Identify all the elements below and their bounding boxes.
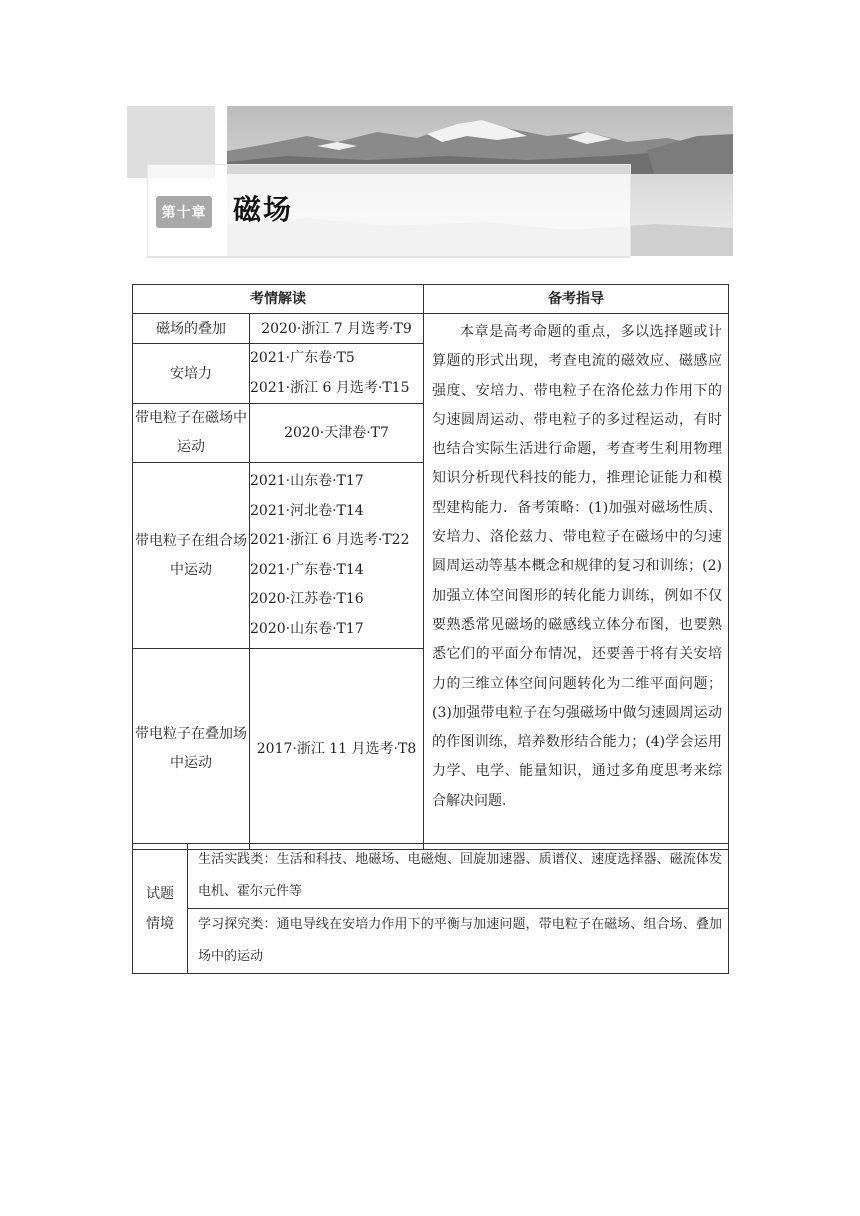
topic-cell: 带电粒子在组合场中运动 (133, 463, 250, 649)
exam-list-cell (250, 463, 424, 649)
exam-item: 2021·河北卷·T14 (250, 502, 364, 519)
topic-cell: 带电粒子在叠加场中运动 (133, 649, 250, 850)
banner-divider (147, 256, 629, 257)
chapter-number-badge: 第十章 (156, 196, 212, 228)
table-row (133, 314, 729, 344)
exam-item: 2021·浙江 6 月选考·T22 (250, 532, 410, 548)
banner-title-card (147, 164, 631, 258)
exam-cell: 2020·天津卷·T7 (250, 404, 424, 463)
exam-analysis-table (132, 284, 729, 850)
table-header-row (133, 285, 729, 314)
exam-item: 2021·广东卷·T5 (250, 350, 355, 366)
table-row (133, 909, 729, 974)
exam-item: 2020·山东卷·T17 (250, 620, 364, 637)
life-practice-cell: 生活实践类：生活和科技、地磁场、电磁炮、回旋加速器、质谱仪、速度选择器、磁流体发电机、霍尔元件等 (188, 844, 729, 909)
exam-cell: 2020·浙江 7 月选考·T9 (250, 314, 424, 344)
scenarios-label-cell (133, 844, 188, 974)
topic-cell: 磁场的叠加 (133, 314, 250, 344)
exam-list-cell (250, 344, 424, 404)
exam-item: 2020·江苏卷·T16 (250, 591, 364, 607)
chapter-banner (127, 106, 733, 276)
chapter-title: 磁场 (233, 193, 294, 226)
test-scenarios-table (132, 843, 729, 974)
scenarios-label-line1: 试题 (146, 885, 174, 902)
header-study-guide: 备考指导 (424, 285, 729, 314)
exam-item: 2021·山东卷·T17 (250, 473, 364, 489)
topic-cell: 带电粒子在磁场中运动 (133, 404, 250, 463)
study-guide-text (424, 314, 729, 850)
scenarios-label-line2: 情境 (146, 915, 174, 932)
exam-item: 2021·浙江 6 月选考·T15 (250, 379, 410, 396)
exam-cell: 2017·浙江 11 月选考·T8 (250, 649, 424, 850)
topic-cell: 安培力 (133, 344, 250, 404)
exam-item: 2021·广东卷·T14 (250, 561, 364, 578)
header-exam-analysis: 考情解读 (133, 285, 424, 314)
table-row (133, 844, 729, 909)
study-guide-paragraph: 本章是高考命题的重点，多以选择题或计算题的形式出现，考查电流的磁效应、磁感应强度、安培力、带电粒子在洛伦兹力作用下的匀速圆周运动、带电粒子的多过程运动，有时也结合实际生活进行命题，考查考生利用物理知识分析现代科技的能力，推理论证能力和模型建构能力．备考策略：(1)加强对磁场性质、安培力、洛伦兹力、带电粒子在磁场中的匀速圆周运动等基本概念和规律的复习和训练；(2)加强立体空间图形的转化能力训练，例如不仅要熟悉常见磁场的磁感线立体分布图，也要熟悉它们的平面分布情况，还要善于将有关安培力的三维立体空间问题转化为二维平面问题；(3)加强带电粒子在匀强磁场中做匀速圆周运动的作图训练，培养数形结合能力；(4)学会运用力学、电学、能量知识，通过多角度思考来综合解决问题. (432, 324, 722, 809)
study-inquiry-cell: 学习探究类：通电导线在安培力作用下的平衡与加速问题，带电粒子在磁场、组合场、叠加场中的运动 (188, 909, 729, 974)
